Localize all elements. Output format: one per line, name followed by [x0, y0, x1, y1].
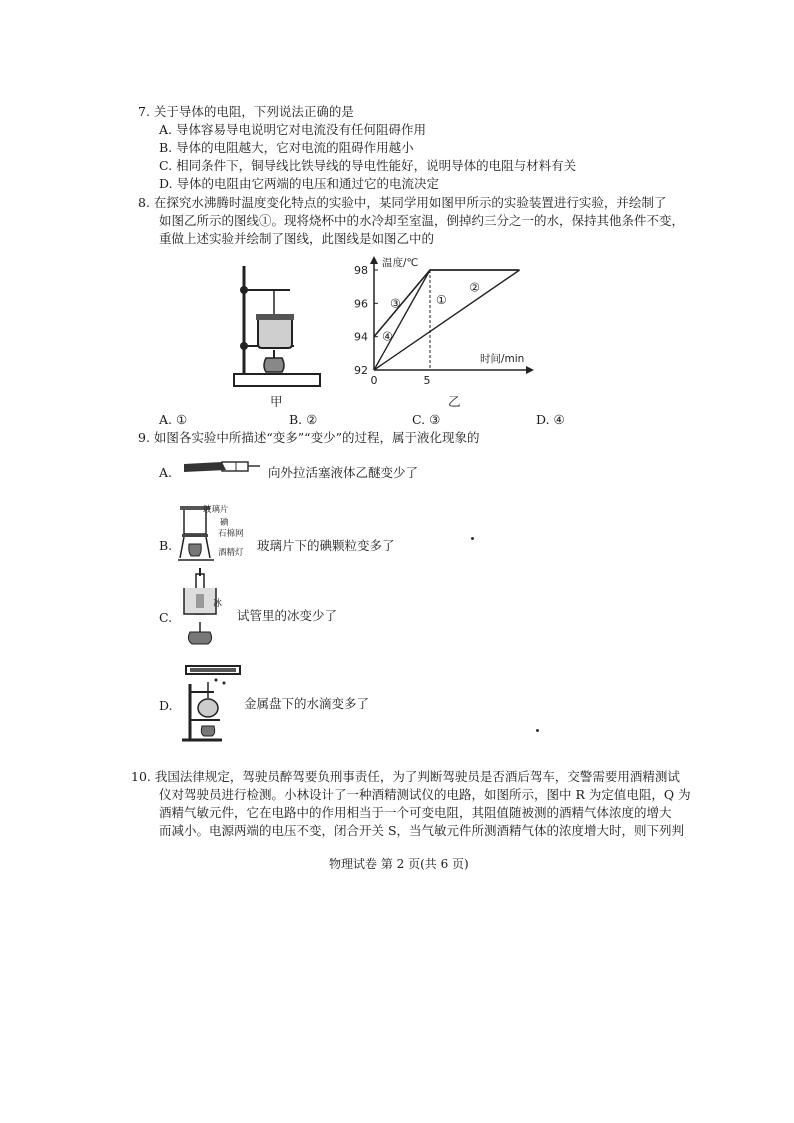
q8-stem-line2: 如图乙所示的图线①。现将烧杯中的水冷却至室温，倒掉约三分之一的水，保持其他条件不变，	[159, 213, 685, 228]
figure-yi-caption: 乙	[448, 394, 461, 409]
series-line-4	[374, 270, 430, 337]
y-tick-label: 92	[354, 364, 368, 377]
syringe-drawing	[182, 456, 262, 478]
label-alcohol-lamp: 酒精灯	[218, 548, 244, 558]
q8-option-d: D. ④	[536, 412, 565, 427]
y-tick-label: 94	[354, 330, 368, 344]
scan-speck	[471, 537, 474, 540]
q10-line2: 仪对驾驶员进行检测。小林设计了一种酒精测试仪的电路，如图所示，图中 R 为定值电阻，Q 为	[159, 787, 691, 802]
figure-jia-apparatus	[228, 262, 328, 392]
figure-yi-chart	[340, 252, 540, 400]
x-tick-label: 0	[370, 374, 378, 387]
q8-option-a: A. ①	[159, 412, 188, 427]
q7-option-d: D. 导体的电阻由它两端的电压和通过它的电流决定	[159, 176, 440, 191]
curve-label: ①	[436, 293, 447, 307]
q9-stem: 9. 如图各实验中所描述“变多”“变少”的过程，属于液化现象的	[138, 430, 480, 445]
curve-label: ②	[469, 280, 480, 295]
q9-b-text: 玻璃片下的碘颗粒变多了	[257, 538, 395, 553]
condensation-apparatus-drawing	[178, 662, 242, 746]
label-asbestos-net: 石棉网	[218, 529, 244, 539]
q8-option-b: B. ②	[289, 412, 318, 427]
curve-label: ④	[382, 329, 393, 344]
figure-jia-caption: 甲	[270, 394, 283, 409]
page-footer: 物理试卷 第 2 页(共 6 页)	[329, 857, 469, 871]
y-axis-arrow	[370, 256, 378, 264]
q10-line3: 酒精气敏元件，它在电路中的作用相当于一个可变电阻，其阻值随被测的酒精气体浓度的增大	[159, 805, 672, 820]
q7-option-a: A. 导体容易导电说明它对电流没有任何阻碍作用	[159, 122, 426, 137]
scan-speck	[536, 729, 539, 732]
curve-label: ③	[390, 296, 401, 311]
y-tick-label: 98	[354, 264, 368, 277]
label-glass-plate: 玻璃片	[203, 505, 229, 515]
q8-option-c: C. ③	[412, 412, 441, 427]
condensation-figure	[178, 662, 242, 746]
x-axis-arrow	[526, 366, 534, 374]
label-iodine: 碘	[220, 518, 229, 528]
q8-stem-line1: 8. 在探究水沸腾时温度变化特点的实验中，某同学用如图甲所示的实验装置进行实验，并绘制了	[138, 195, 667, 210]
y-axis-label: 温度/℃	[382, 257, 419, 269]
q9-a-letter: A.	[159, 465, 173, 480]
q9-a-text: 向外拉活塞液体乙醚变少了	[268, 465, 419, 480]
syringe-figure	[182, 456, 262, 478]
q7-stem: 7. 关于导体的电阻，下列说法正确的是	[138, 104, 354, 119]
apparatus-drawing	[228, 262, 328, 392]
y-tick-label: 96	[354, 297, 368, 311]
x-axis-label: 时间/min	[480, 353, 525, 365]
q8-stem-line3: 重做上述实验并绘制了图线，此图线是如图乙中的	[159, 231, 435, 246]
temperature-time-chart	[340, 252, 540, 400]
q7-option-c: C. 相同条件下，铜导线比铁导线的导电性能好，说明导体的电阻与材料有关	[159, 158, 577, 173]
q9-d-letter: D.	[159, 698, 173, 713]
q7-option-b: B. 导体的电阻越大，它对电流的阻碍作用越小	[159, 140, 414, 155]
q10-line4: 而减小。电源两端的电压不变，闭合开关 S，当气敏元件所测酒精气体的浓度增大时，则下列判	[159, 823, 685, 838]
q9-c-letter: C.	[159, 610, 173, 625]
x-tick-label: 5	[423, 374, 431, 387]
q9-d-text: 金属盘下的水滴变多了	[244, 696, 370, 711]
q9-b-letter: B.	[159, 538, 173, 553]
label-ice: 冰	[213, 599, 223, 609]
q10-line1: 10. 我国法律规定，驾驶员醉驾要负刑事责任，为了判断驾驶员是否酒后驾车，交警需要用酒精测试	[131, 769, 680, 784]
q9-c-text: 试管里的冰变少了	[237, 608, 338, 623]
